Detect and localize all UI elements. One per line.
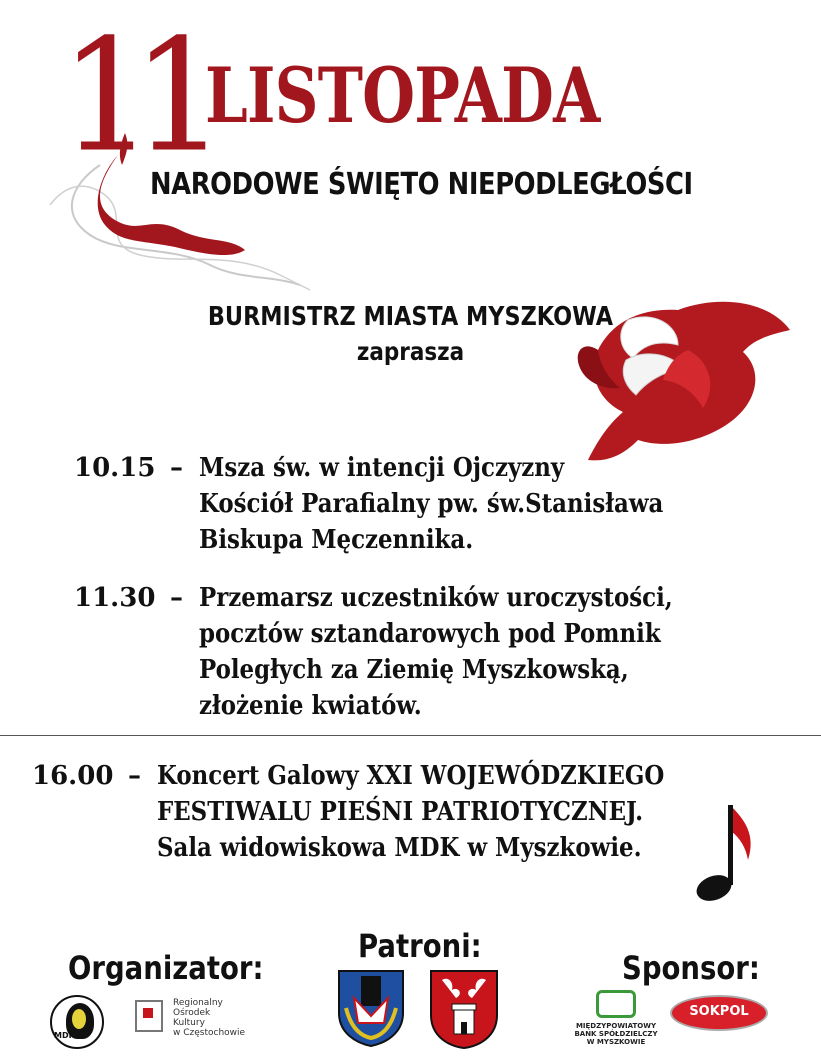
- date-day: 11: [60, 5, 205, 187]
- event-item-1: [74, 450, 774, 560]
- event-line: Sala widowiskowa MDK w Myszkowie.: [157, 833, 642, 863]
- event-line: Przemarsz uczestników uroczystości,: [199, 583, 673, 613]
- rok-line: Ośrodek: [173, 1008, 211, 1018]
- coat-of-arms-powiat: [336, 968, 406, 1048]
- event-line: FESTIWALU PIEŚNI PATRIOTYCZNEJ.: [157, 797, 644, 827]
- host-invite: zaprasza: [356, 337, 465, 366]
- bank-logo: [572, 990, 660, 1050]
- bank-line: MIĘDZYPOWIATOWY: [575, 1022, 657, 1030]
- event-item-3: [32, 758, 772, 868]
- event-line: pocztów sztandarowych pod Pomnik: [199, 619, 661, 649]
- event-line: złożenie kwiatów.: [199, 691, 422, 721]
- music-note-icon: [690, 800, 760, 910]
- event-item-2: [74, 580, 794, 725]
- patrons-label: Patroni:: [358, 927, 482, 965]
- event-time: 11.30: [74, 583, 156, 613]
- mdk-logo: [50, 995, 104, 1049]
- sokpol-logo: [670, 995, 768, 1031]
- rok-logo: [135, 998, 265, 1038]
- event-dash: –: [170, 583, 183, 613]
- section-divider: [0, 735, 821, 736]
- mdk-logo-text: MDK: [54, 1031, 75, 1040]
- sokpol-text: SOKPOL: [689, 1004, 749, 1019]
- event-dash: –: [128, 761, 141, 791]
- date-month: LISTOPADA: [205, 51, 600, 140]
- host-title: BURMISTRZ MIASTA MYSZKOWA: [207, 302, 614, 332]
- rok-line: Regionalny: [173, 998, 223, 1008]
- event-line: Poległych za Ziemię Myszkowską,: [199, 655, 629, 685]
- event-time: 10.15: [74, 453, 156, 483]
- event-line: Koncert Galowy XXI WOJEWÓDZKIEGO: [157, 761, 665, 791]
- event-line: Msza św. w intencji Ojczyzny: [199, 453, 565, 483]
- sponsor-label: Sponsor:: [622, 949, 760, 987]
- organizer-label: Organizator:: [68, 949, 264, 987]
- bank-line: BANK SPÓŁDZIELCZY: [574, 1030, 658, 1038]
- event-line: Biskupa Męczennika.: [199, 525, 474, 555]
- rok-line: Kultury: [173, 1018, 205, 1028]
- event-time: 16.00: [32, 761, 114, 791]
- rok-line: w Częstochowie: [173, 1028, 246, 1038]
- event-dash: –: [170, 453, 183, 483]
- event-subtitle: NARODOWE ŚWIĘTO NIEPODLEGŁOŚCI: [150, 167, 693, 202]
- bank-line: W MYSZKOWIE: [586, 1038, 646, 1046]
- coat-of-arms-myszkow: [428, 968, 500, 1050]
- event-line: Kościół Parafialny pw. św.Stanisława: [199, 489, 664, 519]
